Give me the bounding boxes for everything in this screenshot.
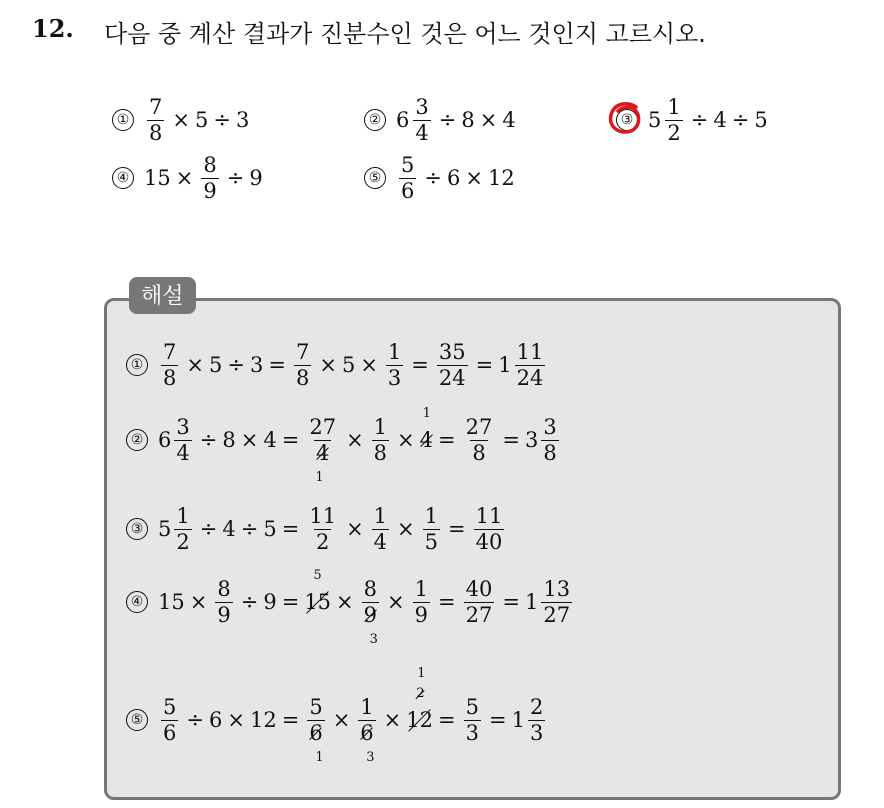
answer-circle-mark — [606, 99, 644, 137]
choice-mark: ③ — [616, 109, 638, 131]
explanation-line-5: ⑤ $\frac{5}{6}$ ÷ 6 × 12 = 5 6 1 × 1 6 3 × 12 2 1 = $\frac{5}{3}$ = 1 $\frac{2}{3}$ — [126, 688, 548, 752]
choice-1[interactable]: ① $\frac{7}{8}$ × 5 ÷ 3 — [112, 88, 249, 152]
choice-mark: ② — [364, 109, 386, 131]
choice-3[interactable]: ③ 5 $\frac{1}{2}$ ÷ 4 ÷ 5 — [616, 88, 768, 152]
explanation-tag: 해설 — [129, 277, 196, 314]
question-number: 12. — [32, 14, 74, 43]
choice-2[interactable]: ② 6 $\frac{3}{4}$ ÷ 8 × 4 — [364, 88, 516, 152]
choice-mark: ⑤ — [364, 167, 386, 189]
fraction: $\frac{7}{8}$ — [149, 94, 163, 145]
explanation-line-4: ④ 15 × $\frac{8}{9}$ ÷ 9 = 15 5 × 8 9 3 × $\frac{1}{9}$ = $\frac{40}{27}$ = 1 $\frac{13}{27}$ — [126, 570, 575, 634]
question-text: 다음 중 계산 결과가 진분수인 것은 어느 것인지 고르시오. — [104, 20, 706, 48]
choice-mark: ④ — [112, 167, 134, 189]
choice-5[interactable]: ⑤ $\frac{5}{6}$ ÷ 6 × 12 — [364, 146, 515, 210]
choice-mark: ① — [112, 109, 134, 131]
explanation-line-3: ③ 5 $\frac{1}{2}$ ÷ 4 ÷ 5 = $\frac{11}{2}$ × $\frac{1}{4}$ × $\frac{1}{5}$ = $\frac{11}{40}$ — [126, 497, 507, 561]
explanation-line-2: ② 6 $\frac{3}{4}$ ÷ 8 × 4 = 27 4 1 × $\frac{1}{8}$ × 4 1 = $\frac{27}{8}$ = 3 $\frac{3}{8}$ — [126, 408, 562, 472]
explanation-line-1: ① $\frac{7}{8}$ × 5 ÷ 3 = $\frac{7}{8}$ × 5 × $\frac{1}{3}$ = $\frac{35}{24}$ = 1 $\frac{11}{24}$ — [126, 333, 548, 397]
choice-4[interactable]: ④ 15 × $\frac{8}{9}$ ÷ 9 — [112, 146, 263, 210]
